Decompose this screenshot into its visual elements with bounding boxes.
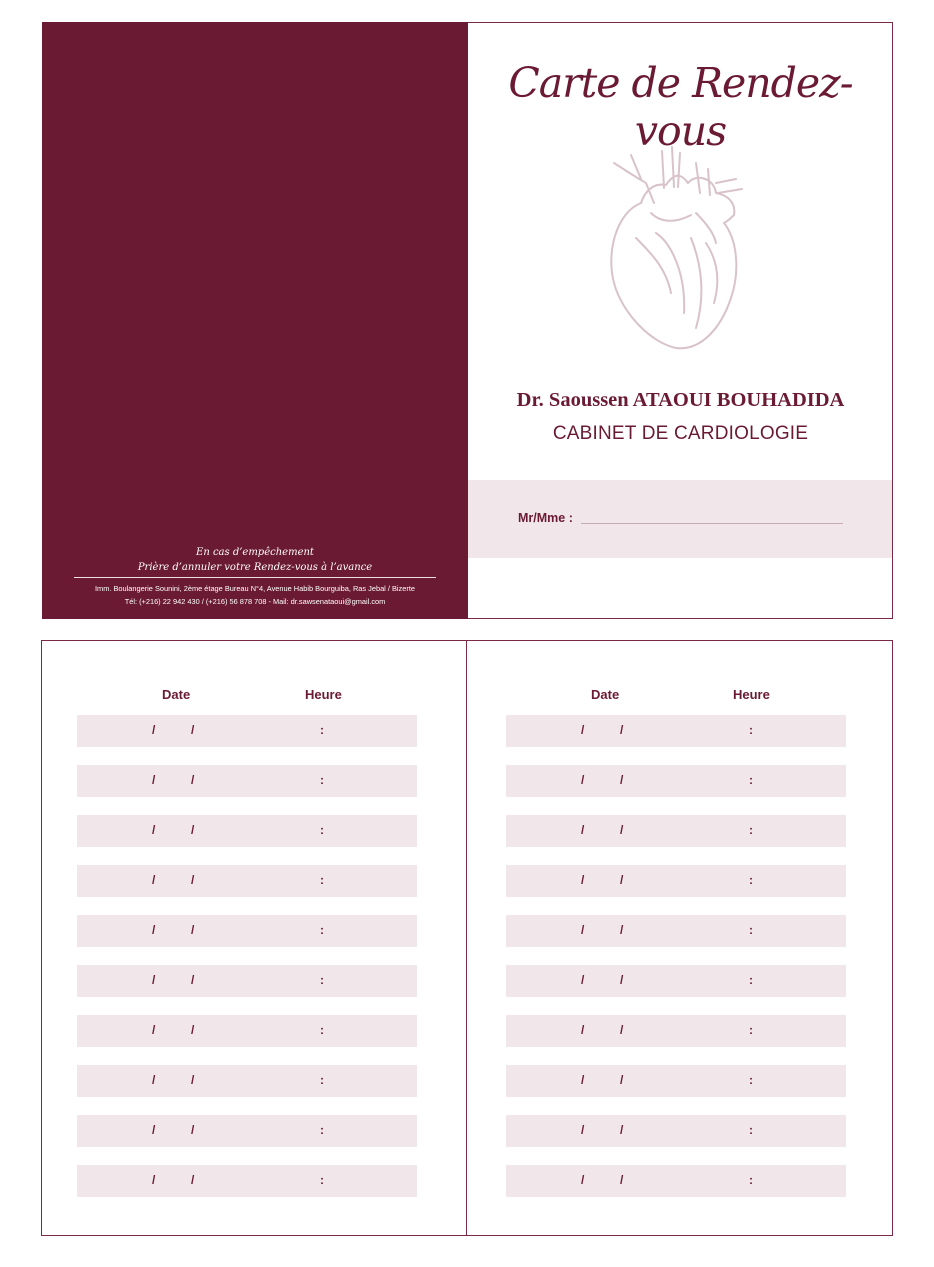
date-slash-2: / xyxy=(620,973,624,987)
contact-text: Tél: (+216) 22 942 430 / (+216) 56 878 708 - Mail: dr.sawsenataoui@gmail.com xyxy=(124,597,386,606)
appointment-row[interactable] xyxy=(77,1015,417,1047)
date-slash-1: / xyxy=(581,923,585,937)
time-colon: : xyxy=(320,1173,324,1187)
time-colon: : xyxy=(320,723,324,737)
date-slash-2: / xyxy=(620,923,624,937)
patient-label: Mr/Mme : xyxy=(518,511,573,525)
date-slash-1: / xyxy=(152,1023,156,1037)
date-slash-2: / xyxy=(620,723,624,737)
date-slash-2: / xyxy=(191,1123,195,1137)
address-text: Imm. Boulangerie Sounini, 2ème étage Bureau N°4, Avenue Habib Bourguiba, Ras Jebal / Bizerte xyxy=(95,584,415,593)
time-colon: : xyxy=(749,1123,753,1137)
date-slash-1: / xyxy=(581,823,585,837)
appointment-row[interactable] xyxy=(506,1115,846,1147)
date-slash-1: / xyxy=(152,1123,156,1137)
appointment-row[interactable] xyxy=(77,765,417,797)
appointment-row[interactable] xyxy=(506,1065,846,1097)
appointment-row[interactable] xyxy=(506,915,846,947)
time-colon: : xyxy=(320,1123,324,1137)
clinic-name: CABINET DE CARDIOLOGIE xyxy=(552,423,809,444)
note-line-2: Prière d’annuler votre Rendez-vous à l’avance xyxy=(137,562,373,573)
date-slash-2: / xyxy=(620,1023,624,1037)
date-slash-1: / xyxy=(581,973,585,987)
appointment-row[interactable] xyxy=(77,865,417,897)
time-colon: : xyxy=(320,923,324,937)
appointment-row[interactable] xyxy=(77,715,417,747)
time-colon: : xyxy=(320,873,324,887)
anatomical-heart-icon xyxy=(596,143,761,353)
card-title: Carte de Rendez-vous xyxy=(508,59,853,155)
time-colon: : xyxy=(320,973,324,987)
date-slash-1: / xyxy=(152,723,156,737)
date-slash-2: / xyxy=(620,873,624,887)
appointment-row[interactable] xyxy=(77,965,417,997)
time-colon: : xyxy=(749,773,753,787)
note-line-1: En cas d’empêchement xyxy=(196,547,314,558)
patient-name-line[interactable] xyxy=(581,523,843,524)
date-slash-1: / xyxy=(152,923,156,937)
time-colon: : xyxy=(320,1073,324,1087)
date-slash-1: / xyxy=(152,823,156,837)
date-slash-2: / xyxy=(191,723,195,737)
time-header: Heure xyxy=(305,687,342,702)
date-slash-2: / xyxy=(620,823,624,837)
appointment-row[interactable] xyxy=(77,815,417,847)
time-colon: : xyxy=(320,1023,324,1037)
date-slash-2: / xyxy=(191,1173,195,1187)
schedule-page-right xyxy=(467,640,893,1236)
schedule-page-left xyxy=(41,640,467,1236)
appointment-row[interactable] xyxy=(506,865,846,897)
doctor-name: Dr. Saoussen ATAOUI BOUHADIDA xyxy=(516,389,845,411)
appointment-row[interactable] xyxy=(77,1065,417,1097)
date-slash-2: / xyxy=(191,1023,195,1037)
cancellation-note xyxy=(42,545,468,575)
time-colon: : xyxy=(749,873,753,887)
date-slash-2: / xyxy=(191,873,195,887)
time-colon: : xyxy=(320,823,324,837)
date-slash-1: / xyxy=(152,1073,156,1087)
appointment-row[interactable] xyxy=(77,1115,417,1147)
date-slash-2: / xyxy=(191,773,195,787)
date-slash-1: / xyxy=(152,773,156,787)
front-cover xyxy=(468,22,893,619)
date-slash-1: / xyxy=(581,1173,585,1187)
time-header: Heure xyxy=(733,687,770,702)
date-slash-1: / xyxy=(152,1173,156,1187)
appointment-row[interactable] xyxy=(506,965,846,997)
date-slash-1: / xyxy=(581,1023,585,1037)
date-slash-1: / xyxy=(581,723,585,737)
date-slash-2: / xyxy=(191,973,195,987)
time-colon: : xyxy=(749,973,753,987)
appointment-rows xyxy=(506,715,846,1215)
date-slash-2: / xyxy=(191,1073,195,1087)
date-slash-2: / xyxy=(191,823,195,837)
time-colon: : xyxy=(749,923,753,937)
appointment-row[interactable] xyxy=(506,1015,846,1047)
time-colon: : xyxy=(749,723,753,737)
appointment-row[interactable] xyxy=(506,815,846,847)
contact-block xyxy=(42,582,468,608)
appointment-row[interactable] xyxy=(506,765,846,797)
date-slash-1: / xyxy=(152,973,156,987)
appointment-row[interactable] xyxy=(77,915,417,947)
divider xyxy=(74,577,436,578)
date-header: Date xyxy=(162,687,191,702)
appointment-row[interactable] xyxy=(506,715,846,747)
patient-field xyxy=(468,480,892,558)
date-slash-1: / xyxy=(581,773,585,787)
time-colon: : xyxy=(749,1023,753,1037)
back-cover xyxy=(42,22,468,619)
time-colon: : xyxy=(320,773,324,787)
appointment-rows xyxy=(77,715,417,1215)
date-slash-2: / xyxy=(620,1173,624,1187)
appointment-row[interactable] xyxy=(77,1165,417,1197)
time-colon: : xyxy=(749,823,753,837)
time-colon: : xyxy=(749,1173,753,1187)
date-slash-1: / xyxy=(152,873,156,887)
date-slash-2: / xyxy=(620,773,624,787)
date-slash-2: / xyxy=(620,1073,624,1087)
date-header: Date xyxy=(591,687,620,702)
date-slash-1: / xyxy=(581,873,585,887)
appointment-row[interactable] xyxy=(506,1165,846,1197)
date-slash-1: / xyxy=(581,1073,585,1087)
date-slash-1: / xyxy=(581,1123,585,1137)
date-slash-2: / xyxy=(191,923,195,937)
date-slash-2: / xyxy=(620,1123,624,1137)
time-colon: : xyxy=(749,1073,753,1087)
